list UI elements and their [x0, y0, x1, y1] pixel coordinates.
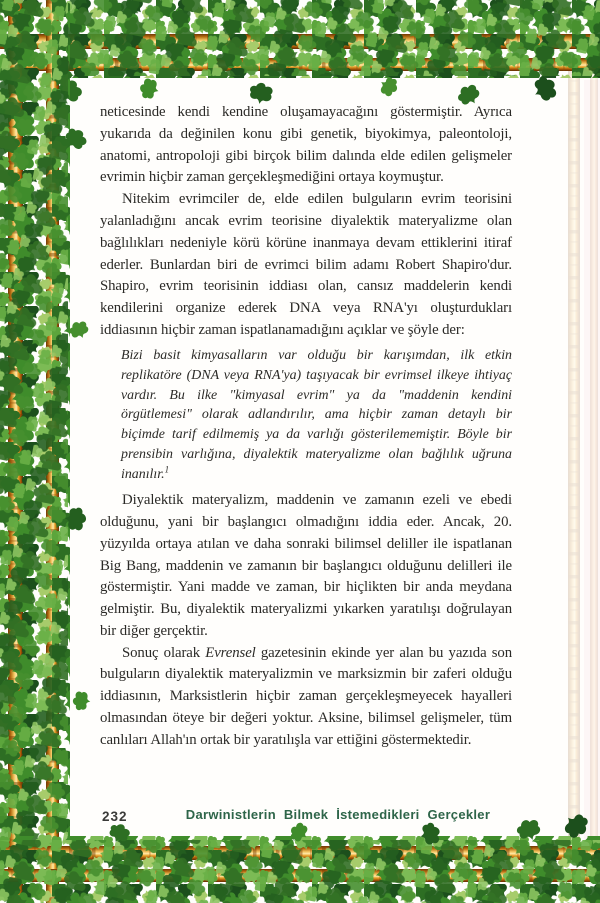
paragraph [100, 643, 512, 752]
text-run: Sonuç olarak [122, 644, 206, 661]
footnote-ref: 1 [164, 464, 170, 475]
paragraph [100, 189, 512, 342]
text-run: gazetesinin ekinde yer alan bu yazıda son bulguların diyalektik materyalizmin ve marksizmin bir zaferi olduğu iddiasının, Marksistlerin hiçbir zaman gerçekleşmeyecek hayalleri olmasından öteye bir değeri yoktur. Aksine, bilimsel gelişmeler, tüm canlıları Allah'ın ortak bir yaratılışla var ettiğini göstermektedir. [100, 644, 512, 748]
frame-top [0, 0, 600, 109]
text-run: Diyalektik materyalizm, maddenin ve zamanın ezeli ve ebedi olduğunu, yani bir başlangıcı olmadığını iddia eder. Ancak, 20. yüzyılda ortaya atılan ve daha sonraki bilimsel deliller ile ispatlanan Big Bang, maddenin ve zamanın bir başlangıcı olduğunu delilleri ile göstermiştir. Yani madde ve zaman, bir hiçlikten bir anda meydana gelmiştir. Bu, diyalektik materyalizmi yıkarken yaratılışı doğrulayan bir diğer gerçektir. [100, 492, 512, 639]
text-block [100, 102, 512, 752]
frame-left [0, 0, 92, 903]
page-number: 232 [102, 809, 128, 824]
block-quote [100, 346, 512, 485]
text-run: neticesinde kendi kendine oluşamayacağını göstermiştir. Ayrıca yukarıda da değinilen konu gibi genetik, biyokimya, paleontoloji, anatomi, antropoloji gibi birçok bilim dalında elde edilen gelişmeler evrimin hiçbir zaman gerçekleşmediğini ortaya koymuştur. [100, 104, 512, 186]
page-footer [100, 806, 516, 828]
frame-right [568, 60, 600, 860]
text-run: Bizi basit kimyasalların var olduğu bir karışımdan, ilk etkin replikatöre (DNA veya RNA'ya) taşıyacak bir evrimsel ilkeye ihtiyaç vardır. Bu ilke "kimyasal evrim" ya da "maddenin kendini örgütlemesi" olarak adlandırılır, ama hiçbir zaman detaylı bir biçimde tarif edilmemiş ya da varlığı gösterilememiştir. Böyle bir prensibin varlığına, diyalektik materyalizme olan bağlılık uğruna inanılır. [121, 347, 512, 483]
text-run: Evrensel [205, 644, 256, 661]
paragraph [100, 490, 512, 643]
text-run: Nitekim evrimciler de, elde edilen bulguların evrim teorisini yalanladığını ancak evrim teorisine diyalektik materyalizme olan bağlılıkları nedeniyle körü körüne inanmaya devam ettiklerini itiraf ederler. Bunlardan biri de evrimci bilim adamı Robert Shapiro'dur. Shapiro, evrim teorisinin iddiası olan, cansız maddelerin kendi kendilerini organize ederek DNA veya RNA'yı oluşturdukları iddiasının hiçbir zaman ispatlanamadığını açıklar ve şöyle der: [100, 191, 512, 338]
running-title: Darwinistlerin Bilmek İstemedikleri Gerçekler [185, 807, 491, 822]
paragraph [100, 102, 512, 189]
